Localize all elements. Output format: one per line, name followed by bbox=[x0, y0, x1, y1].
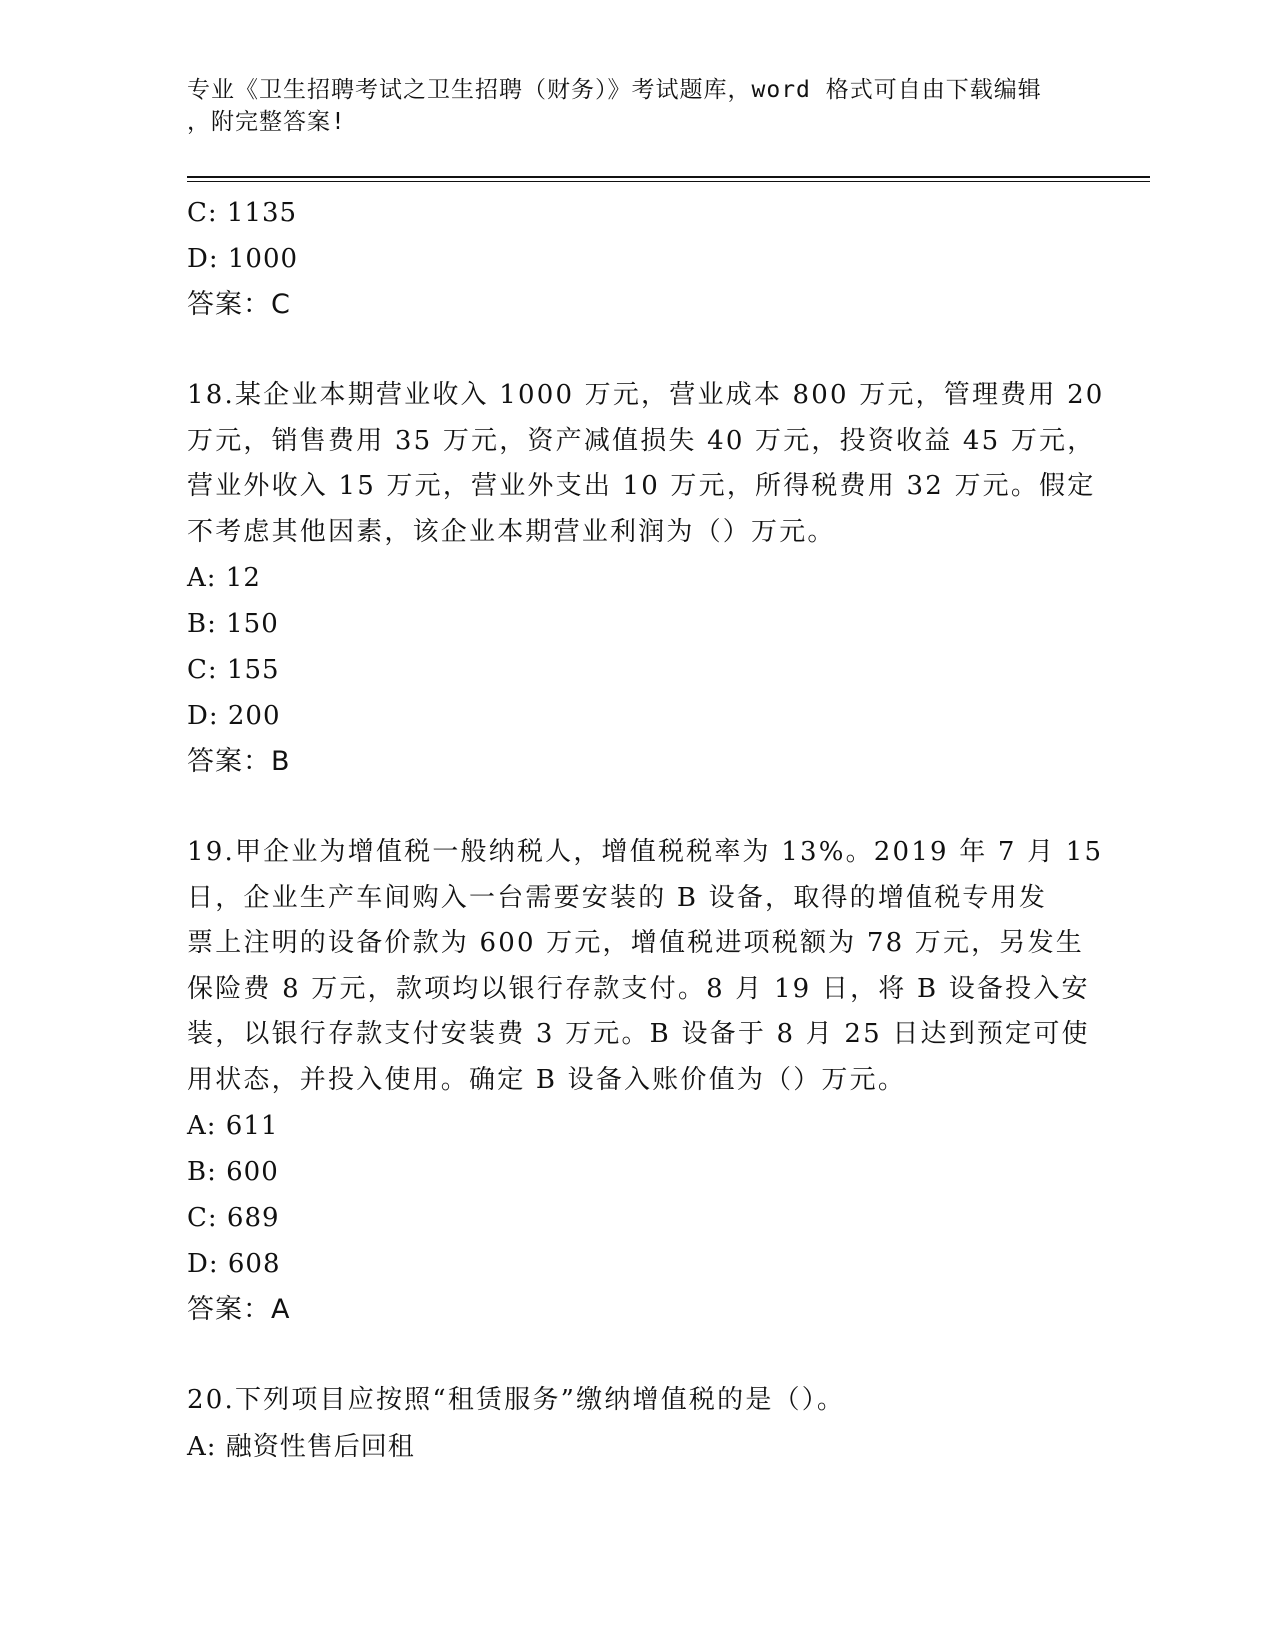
document-header bbox=[187, 74, 1067, 138]
option-d: D: 200 bbox=[187, 701, 281, 731]
question-line: 18.某企业本期营业收入 1000 万元，营业成本 800 万元，管理费用 20 bbox=[187, 380, 1105, 410]
question-20 bbox=[187, 1378, 1067, 1470]
option-d: D: 608 bbox=[187, 1249, 281, 1279]
question-line: 万元，销售费用 35 万元，资产减值损失 40 万元，投资收益 45 万元， bbox=[187, 425, 1096, 456]
option-a: A: 611 bbox=[187, 1111, 279, 1141]
header-line-1: 专业《卫生招聘考试之卫生招聘（财务）》考试题库，word 格式可自由下载编辑 bbox=[187, 77, 1042, 103]
previous-question-tail bbox=[187, 190, 1067, 328]
question-line: 用状态，并投入使用。确定 B 设备入账价值为（）万元。 bbox=[187, 1064, 907, 1095]
option-b: B: 600 bbox=[187, 1157, 279, 1187]
header-rule-bottom bbox=[187, 181, 1150, 182]
question-line: 20.下列项目应按照“租赁服务”缴纳增值税的是（）。 bbox=[187, 1385, 846, 1415]
document-body bbox=[187, 190, 1105, 1470]
question-line: 不考虑其他因素，该企业本期营业利润为（）万元。 bbox=[187, 516, 836, 547]
option-d: D: 1000 bbox=[187, 244, 299, 274]
question-line: 日，企业生产车间购入一台需要安装的 B 设备，取得的增值税专用发 bbox=[187, 882, 1048, 913]
question-line: 保险费 8 万元，款项均以银行存款支付。8 月 19 日，将 B 设备投入安 bbox=[187, 973, 1090, 1004]
option-c: C: 155 bbox=[187, 655, 280, 685]
question-20-text bbox=[187, 1378, 1067, 1424]
question-line: 营业外收入 15 万元，营业外支出 10 万元，所得税费用 32 万元。假定 bbox=[187, 471, 1096, 501]
question-19 bbox=[187, 830, 1104, 1333]
answer-line: 答案：A bbox=[187, 1294, 291, 1325]
option-a: A: 12 bbox=[187, 563, 261, 593]
option-b: B: 150 bbox=[187, 609, 279, 639]
question-line: 装，以银行存款支付安装费 3 万元。B 设备于 8 月 25 日达到预定可使 bbox=[187, 1019, 1090, 1049]
question-18-text bbox=[187, 373, 1105, 555]
question-19-text bbox=[187, 830, 1104, 1103]
question-18 bbox=[187, 373, 1105, 785]
header-line-2: ，附完整答案! bbox=[187, 109, 346, 135]
option-a: A: 融资性售后回租 bbox=[187, 1431, 415, 1462]
spacer bbox=[187, 785, 1067, 830]
spacer bbox=[187, 1333, 1067, 1378]
answer-line: 答案：C bbox=[187, 289, 291, 320]
spacer bbox=[187, 328, 1067, 373]
question-line: 19.甲企业为增值税一般纳税人，增值税税率为 13%。2019 年 7 月 15 bbox=[187, 837, 1104, 867]
question-line: 票上注明的设备价款为 600 万元，增值税进项税额为 78 万元，另发生 bbox=[187, 928, 1084, 958]
option-c: C: 1135 bbox=[187, 198, 298, 228]
header-rule-top bbox=[187, 176, 1150, 178]
answer-line: 答案：B bbox=[187, 746, 291, 777]
option-c: C: 689 bbox=[187, 1203, 280, 1233]
